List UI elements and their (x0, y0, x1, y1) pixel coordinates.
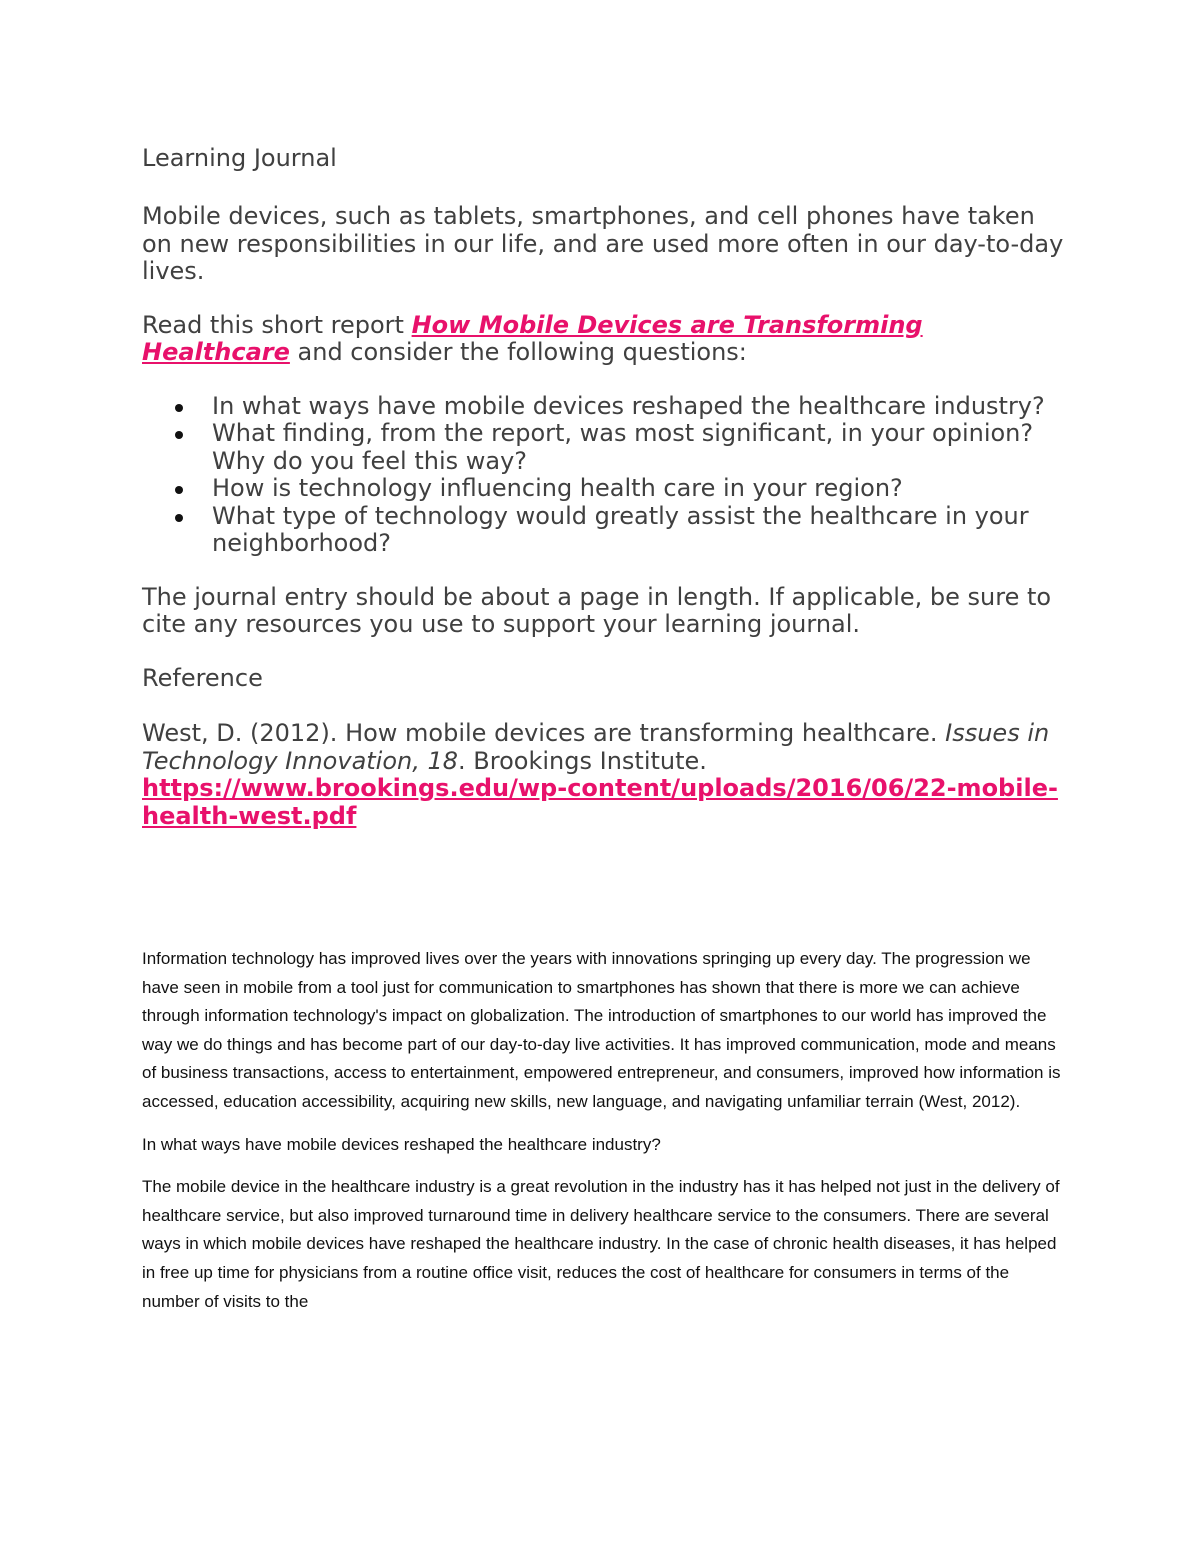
bullet-icon (175, 486, 183, 494)
list-item (212, 393, 1067, 421)
reference-citation (142, 720, 1067, 830)
question-text: What type of technology would greatly assist the healthcare in your neighborhood? (212, 501, 1029, 557)
list-item (212, 475, 1067, 503)
question-list (142, 393, 1067, 558)
report-link[interactable]: How Mobile Devices are Transforming Healthcare (142, 310, 923, 366)
list-item (212, 503, 1067, 558)
bullet-icon (175, 514, 183, 522)
bullet-icon (175, 404, 183, 412)
essay-question-heading: In what ways have mobile devices reshaped the healthcare industry? (142, 1134, 661, 1154)
reference-heading: Reference (142, 663, 263, 692)
read-suffix: and consider the following questions: (289, 338, 747, 366)
page-title: Learning Journal (142, 144, 337, 172)
length-note: The journal entry should be about a page in length. If applicable, be sure to cite any resources you use to support your learning journal. (142, 582, 1052, 638)
essay-paragraph-2: The mobile device in the healthcare industry is a great revolution in the industry has it has helped not just in the delivery of healthcare service, but also improved turnaround time in delivery healthcare service to the consumers. There are several ways in which mobile devices have reshaped the healthcare industry. In the case of chronic health diseases, it has helped in free up time for physicians from a routine office visit, reduces the cost of healthcare for consumers in terms of the number of visits to the (142, 1177, 1060, 1311)
citation-journal: Issues in Technology Innovation, 18 (142, 719, 1050, 775)
bullet-icon (175, 431, 183, 439)
question-text: In what ways have mobile devices reshaped the healthcare industry? (212, 391, 1045, 420)
essay-section (142, 945, 1067, 1330)
question-text: What finding, from the report, was most significant, in your opinion? Why do you feel this way? (212, 419, 1034, 475)
essay-paragraph-1: Information technology has improved lives over the years with innovations springing up every day. The progression we have seen in mobile from a tool just for communication to smartphones has shown that there is more we can achieve through information technology's impact on globalization. The introduction of smartphones to our world has improved the way we do things and has become part of our day-to-day live activities. It has improved communication, mode and means of business transactions, access to entertainment, empowered entrepreneur, and consumers, improved how information is accessed, education accessibility, acquiring new skills, new language, and navigating unfamiliar terrain (West, 2012). (142, 949, 1061, 1111)
list-item (212, 420, 1067, 475)
read-prefix: Read this short report (142, 310, 412, 339)
citation-mid: . Brookings Institute. (458, 746, 707, 775)
reference-url-link[interactable]: https://www.brookings.edu/wp-content/uploads/2016/06/22-mobile-health-west.pdf (142, 774, 1058, 830)
intro-paragraph: Mobile devices, such as tablets, smartphones, and cell phones have taken on new responsibilities in our life, and are used more often in our day-to-day lives. (142, 202, 1064, 285)
read-report-paragraph (142, 312, 1067, 367)
question-text: How is technology influencing health care in your region? (212, 474, 903, 502)
assignment-section (142, 140, 1067, 830)
citation-prefix: West, D. (2012). How mobile devices are transforming healthcare. (142, 719, 946, 747)
